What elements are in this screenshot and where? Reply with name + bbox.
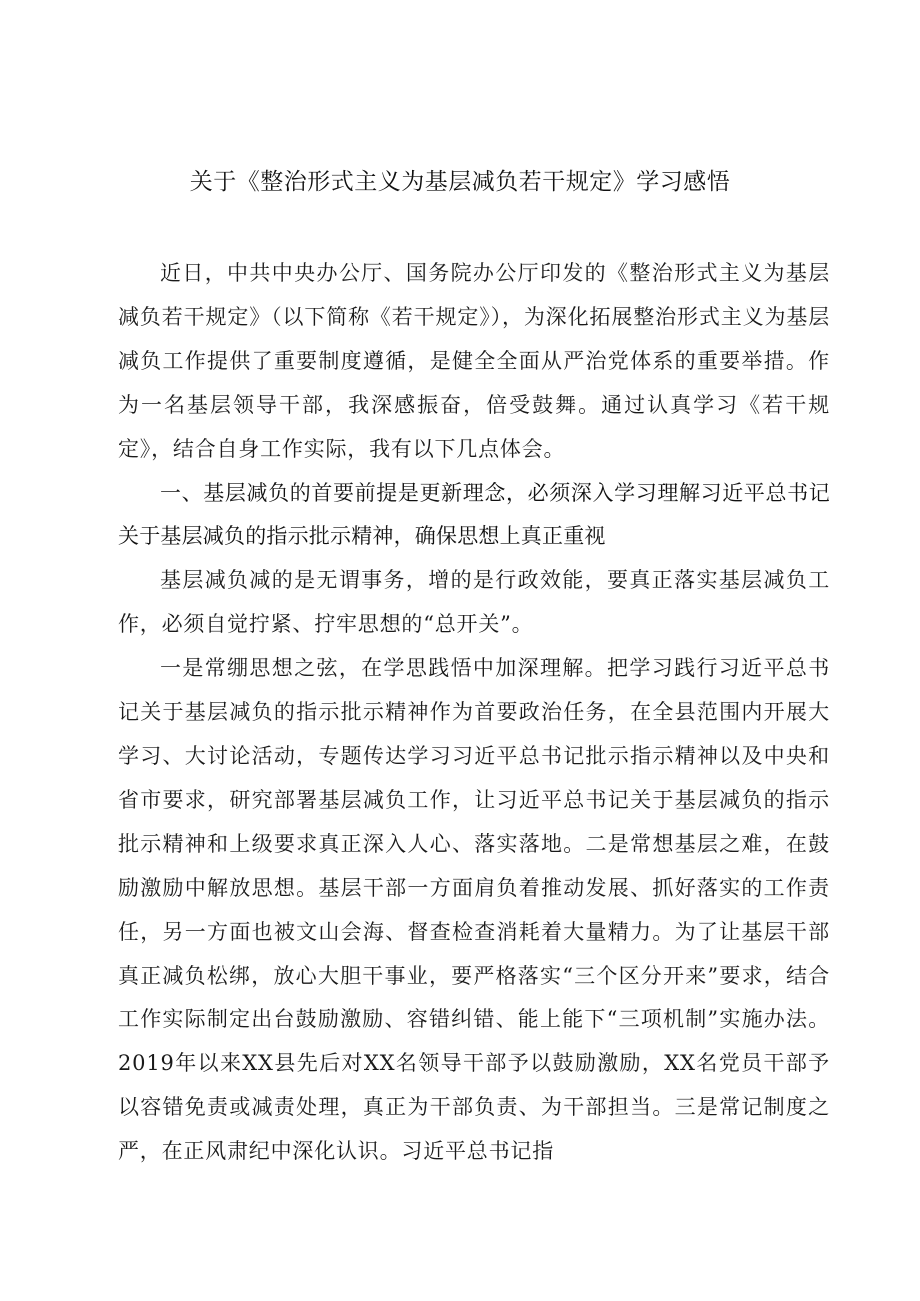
section-1-lead-paragraph: 基层减负减的是无谓事务，增的是行政效能，要真正落实基层减负工作，必须自觉拧紧、拧牢思想的“总开关”。 xyxy=(118,568,830,637)
document-body xyxy=(118,252,830,1174)
document-title: 关于《整治形式主义为基层减负若干规定》学习感悟 xyxy=(189,169,731,195)
section-1-heading: 一、基层减负的首要前提是更新理念，必须深入学习理解习近平总书记关于基层减负的指示批示精神，确保思想上真正重视 xyxy=(118,480,830,549)
section-1-body-paragraph: 一是常绷思想之弦，在学思践悟中加深理解。把学习践行习近平总书记关于基层减负的指示批示精神作为首要政治任务，在全县范围内开展大学习、大讨论活动，专题传达学习习近平总书记批示指示精神以及中央和省市要求，研究部署基层减负工作，让习近平总书记关于基层减负的指示批示精神和上级要求真正深入人心、落实落地。二是常想基层之难，在鼓励激励中解放思想。基层干部一方面肩负着推动发展、抓好落实的工作责任，另一方面也被文山会海、督查检查消耗着大量精力。为了让基层干部真正减负松绑，放心大胆干事业，要严格落实“三个区分开来”要求，结合工作实际制定出台鼓励激励、容错纠错、能上能下“三项机制”实施办法。2019年以来XX县先后对XX名领导干部予以鼓励激励，XX名党员干部予以容错免责或减责处理，真正为干部负责、为干部担当。三是常记制度之严，在正风肃纪中深化认识。习近平总书记指 xyxy=(118,656,830,1164)
intro-paragraph: 近日，中共中央办公厅、国务院办公厅印发的《整治形式主义为基层减负若干规定》（以下简称《若干规定》），为深化拓展整治形式主义为基层减负工作提供了重要制度遵循，是健全全面从严治党体系的重要举措。作为一名基层领导干部，我深感振奋，倍受鼓舞。通过认真学习《若干规定》，结合自身工作实际，我有以下几点体会。 xyxy=(118,261,830,461)
